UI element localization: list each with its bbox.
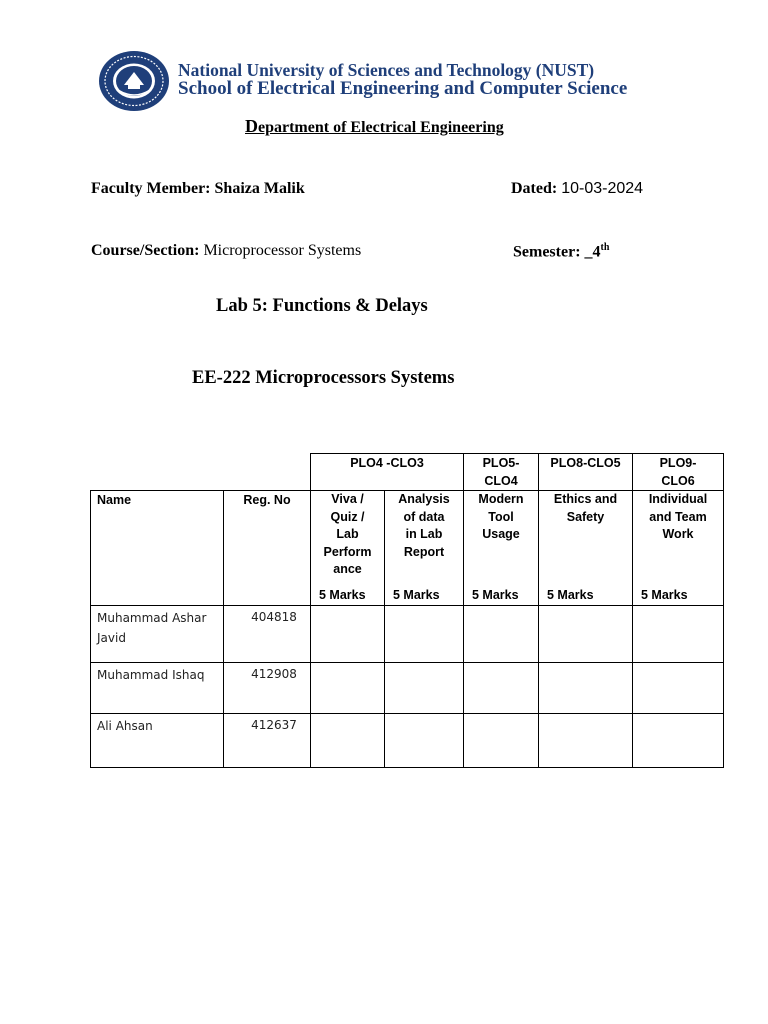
semester-line bbox=[513, 242, 609, 261]
criteria-marks: 5 Marks bbox=[547, 588, 594, 602]
plo-header: PLO4 -CLO3 bbox=[311, 454, 464, 491]
blank-cell bbox=[91, 454, 224, 491]
semester-label: Semester: _ bbox=[513, 243, 593, 261]
student-name: Muhammad Ashar Javid bbox=[91, 606, 224, 663]
criteria-marks: 5 Marks bbox=[319, 588, 366, 602]
marks-cell[interactable] bbox=[464, 663, 539, 714]
criteria-marks: 5 Marks bbox=[641, 588, 688, 602]
student-name: Ali Ahsan bbox=[91, 714, 224, 768]
criteria-label: Viva / Quiz / Lab Perform ance bbox=[323, 492, 372, 576]
criteria-label: Modern Tool Usage bbox=[478, 492, 524, 541]
course-line bbox=[91, 242, 361, 260]
table-row bbox=[91, 606, 724, 663]
criteria-marks: 5 Marks bbox=[472, 588, 519, 602]
plo-header: PLO8-CLO5 bbox=[539, 454, 633, 491]
semester-suffix: th bbox=[600, 242, 610, 253]
marks-cell[interactable] bbox=[385, 663, 464, 714]
marks-cell[interactable] bbox=[385, 606, 464, 663]
student-reg: 412637 bbox=[224, 714, 311, 768]
criteria-header bbox=[385, 491, 464, 606]
faculty-label: Faculty Member: bbox=[91, 180, 215, 197]
course-label: Course/Section: bbox=[91, 242, 204, 259]
marks-cell[interactable] bbox=[539, 714, 633, 768]
criteria-header-row bbox=[91, 491, 724, 606]
marks-cell[interactable] bbox=[311, 663, 385, 714]
table-row bbox=[91, 663, 724, 714]
blank-cell bbox=[224, 454, 311, 491]
nust-seal-logo-icon bbox=[98, 50, 170, 112]
marks-cell[interactable] bbox=[539, 606, 633, 663]
school-name: School of Electrical Engineering and Computer Science bbox=[178, 78, 628, 99]
marks-cell[interactable] bbox=[464, 714, 539, 768]
marks-cell[interactable] bbox=[311, 714, 385, 768]
grading-table bbox=[90, 453, 724, 768]
criteria-marks: 5 Marks bbox=[393, 588, 440, 602]
criteria-label: Analysis of data in Lab Report bbox=[398, 492, 450, 559]
dated-value: 10-03-2024 bbox=[561, 180, 644, 197]
criteria-header bbox=[539, 491, 633, 606]
student-name: Muhammad Ishaq bbox=[91, 663, 224, 714]
dated-label: Dated: bbox=[511, 180, 562, 197]
criteria-label: Individual and Team Work bbox=[648, 492, 708, 541]
criteria-label: Ethics and Safety bbox=[553, 492, 618, 524]
semester-value: 4 bbox=[592, 243, 601, 261]
department-rest: epartment of Electrical Engineering bbox=[258, 119, 504, 136]
student-reg: 412908 bbox=[224, 663, 311, 714]
criteria-header bbox=[311, 491, 385, 606]
marks-cell[interactable] bbox=[464, 606, 539, 663]
marks-cell[interactable] bbox=[633, 663, 724, 714]
marks-cell[interactable] bbox=[539, 663, 633, 714]
lab-title: Lab 5: Functions & Delays bbox=[216, 296, 428, 316]
table-row bbox=[91, 714, 724, 768]
course-title: EE-222 Microprocessors Systems bbox=[192, 368, 455, 388]
department-title bbox=[245, 116, 504, 137]
criteria-header bbox=[633, 491, 724, 606]
marks-cell[interactable] bbox=[633, 714, 724, 768]
plo-header-row bbox=[91, 454, 724, 491]
marks-cell[interactable] bbox=[311, 606, 385, 663]
name-column-header: Name bbox=[91, 491, 224, 606]
dated-line bbox=[511, 180, 643, 198]
student-reg: 404818 bbox=[224, 606, 311, 663]
plo-header: PLO9- CLO6 bbox=[633, 454, 724, 491]
marks-cell[interactable] bbox=[633, 606, 724, 663]
plo-header: PLO5- CLO4 bbox=[464, 454, 539, 491]
university-name: National University of Sciences and Technology (NUST) bbox=[178, 60, 595, 80]
faculty-line bbox=[91, 180, 305, 198]
course-value: Microprocessor Systems bbox=[203, 242, 362, 259]
reg-column-header: Reg. No bbox=[224, 491, 311, 606]
criteria-header bbox=[464, 491, 539, 606]
department-initial: D bbox=[245, 116, 258, 136]
marks-cell[interactable] bbox=[385, 714, 464, 768]
faculty-value: Shaiza Malik bbox=[214, 180, 305, 197]
